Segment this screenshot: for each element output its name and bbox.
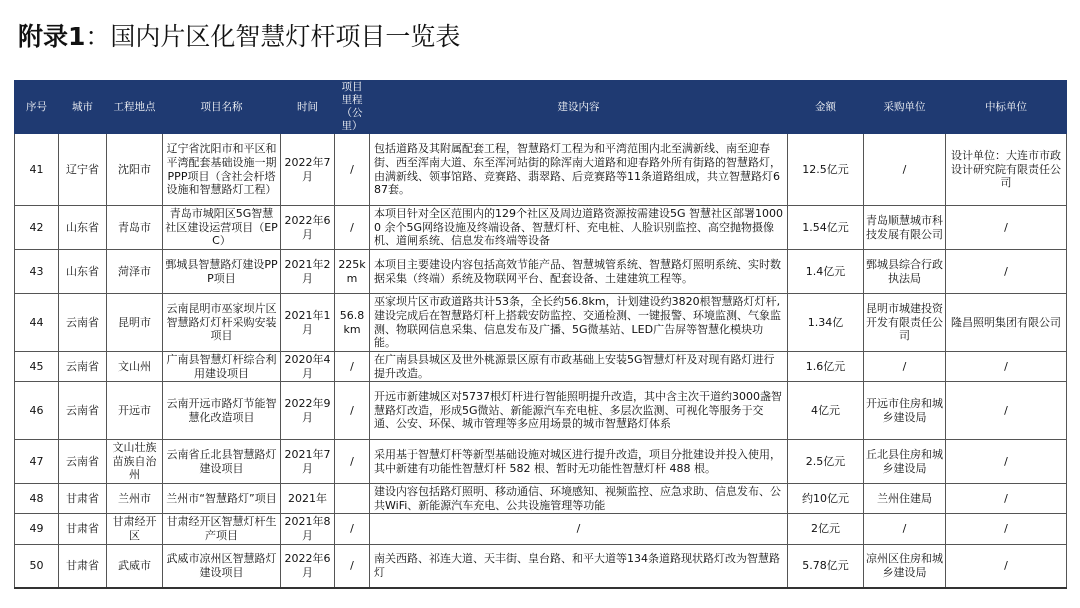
cell-mileage: / xyxy=(335,514,370,544)
cell-content: 本项目针对全区范围内的129个社区及周边道路资源按需建设5G 智慧社区部署10000 余个5G网络设施及终端设备、智慧灯杆、充电桩、人脸识别监控、高空抛物摄像机、道闸系统、信息发布终端等设备 xyxy=(370,206,788,250)
cell-buyer: 鄄城县综合行政执法局 xyxy=(864,250,946,294)
cell-no: 46 xyxy=(15,382,59,440)
cell-no: 43 xyxy=(15,250,59,294)
cell-amount: 约10亿元 xyxy=(788,484,864,514)
header-place: 工程地点 xyxy=(107,81,163,134)
cell-name: 青岛市城阳区5G智慧社区建设运营项目（EPC） xyxy=(163,206,281,250)
cell-content: 开远市新建城区对5737根灯杆进行智能照明提升改造，其中含主次干道约3000盏智慧路灯改造，形成5G微站、新能源汽车充电桩、多层次监测、可视化等服务于交通、公安、环保、城市管理等多应用场景的城市智慧路灯体系 xyxy=(370,382,788,440)
cell-mileage: / xyxy=(335,134,370,206)
cell-place: 菏泽市 xyxy=(107,250,163,294)
cell-winner: / xyxy=(946,514,1067,544)
table-row xyxy=(15,250,1067,294)
cell-place: 青岛市 xyxy=(107,206,163,250)
cell-amount: 1.34亿 xyxy=(788,294,864,352)
cell-amount: 1.6亿元 xyxy=(788,352,864,382)
page-title xyxy=(18,20,460,54)
header-content: 建设内容 xyxy=(370,81,788,134)
cell-amount: 1.54亿元 xyxy=(788,206,864,250)
title-text: ：国内片区化智慧灯杆项目一览表 xyxy=(85,22,461,51)
cell-mileage: 225km xyxy=(335,250,370,294)
cell-mileage xyxy=(335,484,370,514)
header-no: 序号 xyxy=(15,81,59,134)
cell-time: 2021年1月 xyxy=(281,294,335,352)
cell-mileage: / xyxy=(335,440,370,484)
table-row xyxy=(15,440,1067,484)
cell-no: 47 xyxy=(15,440,59,484)
cell-name: 甘肃经开区智慧灯杆生产项目 xyxy=(163,514,281,544)
cell-buyer: / xyxy=(864,134,946,206)
cell-winner: / xyxy=(946,382,1067,440)
cell-name: 兰州市“智慧路灯”项目 xyxy=(163,484,281,514)
cell-no: 44 xyxy=(15,294,59,352)
cell-mileage: 56.8km xyxy=(335,294,370,352)
cell-winner: / xyxy=(946,206,1067,250)
cell-buyer: 青岛顺慧城市科技发展有限公司 xyxy=(864,206,946,250)
cell-winner: 设计单位：大连市市政设计研究院有限责任公司 xyxy=(946,134,1067,206)
cell-no: 50 xyxy=(15,544,59,588)
cell-place: 兰州市 xyxy=(107,484,163,514)
cell-place: 甘肃经开区 xyxy=(107,514,163,544)
cell-time: 2021年 xyxy=(281,484,335,514)
header-mileage: 项目里程（公里） xyxy=(335,81,370,134)
cell-no: 48 xyxy=(15,484,59,514)
table-row xyxy=(15,544,1067,588)
table-row xyxy=(15,294,1067,352)
cell-buyer: / xyxy=(864,514,946,544)
table-row xyxy=(15,206,1067,250)
cell-winner: / xyxy=(946,250,1067,294)
cell-name: 鄄城县智慧路灯建设PPP项目 xyxy=(163,250,281,294)
cell-city: 山东省 xyxy=(59,206,107,250)
header-buyer: 采购单位 xyxy=(864,81,946,134)
cell-city: 云南省 xyxy=(59,352,107,382)
table-header-row xyxy=(15,81,1067,134)
cell-place: 沈阳市 xyxy=(107,134,163,206)
cell-time: 2021年7月 xyxy=(281,440,335,484)
cell-name: 云南开远市路灯节能智慧化改造项目 xyxy=(163,382,281,440)
cell-time: 2020年4月 xyxy=(281,352,335,382)
cell-amount: 1.4亿元 xyxy=(788,250,864,294)
cell-amount: 5.78亿元 xyxy=(788,544,864,588)
cell-amount: 12.5亿元 xyxy=(788,134,864,206)
cell-content: 南关西路、祁连大道、天丰街、皇台路、和平大道等134条道路现状路灯改为智慧路灯 xyxy=(370,544,788,588)
cell-content: 建设内容包括路灯照明、移动通信、环境感知、视频监控、应急求助、信息发布、公共WiFi、新能源汽车充电、公共设施管理等功能 xyxy=(370,484,788,514)
table-row xyxy=(15,352,1067,382)
cell-no: 45 xyxy=(15,352,59,382)
cell-name: 辽宁省沈阳市和平区和平湾配套基础设施一期PPP项目（含社会杆塔设施和智慧路灯工程） xyxy=(163,134,281,206)
cell-no: 41 xyxy=(15,134,59,206)
cell-time: 2021年2月 xyxy=(281,250,335,294)
cell-winner: / xyxy=(946,352,1067,382)
header-time: 时间 xyxy=(281,81,335,134)
cell-time: 2022年7月 xyxy=(281,134,335,206)
cell-no: 49 xyxy=(15,514,59,544)
cell-city: 甘肃省 xyxy=(59,484,107,514)
cell-content: 巫家坝片区市政道路共计53条，全长约56.8km，计划建设约3820根智慧路灯灯杆,建设完成后在智慧路灯杆上搭载安防监控、交通检测、一键报警、环境监测、气象监测、物联网信息采集、信息发布及广播、5G微基站、LED广告屏等智慧化模块功能。 xyxy=(370,294,788,352)
cell-place: 武威市 xyxy=(107,544,163,588)
cell-buyer: 丘北县住房和城乡建设局 xyxy=(864,440,946,484)
table-row xyxy=(15,134,1067,206)
cell-mileage: / xyxy=(335,352,370,382)
header-city: 城市 xyxy=(59,81,107,134)
cell-content: 在广南县县城区及世外桃源景区原有市政基础上安装5G智慧灯杆及对现有路灯进行提升改造。 xyxy=(370,352,788,382)
cell-no: 42 xyxy=(15,206,59,250)
cell-city: 云南省 xyxy=(59,294,107,352)
cell-time: 2022年9月 xyxy=(281,382,335,440)
cell-place: 文山州 xyxy=(107,352,163,382)
cell-mileage: / xyxy=(335,206,370,250)
cell-content: 包括道路及其附属配套工程，智慧路灯工程为和平湾范围内北至满新线、南至迎春街、西至浑南大道、东至浑河站街的除浑南大道路和迎春路外所有街路的智慧路灯，由满新线、领事馆路、竞赛路、翡翠路、后竞赛路等11条道路组成，共立智慧路灯687套。 xyxy=(370,134,788,206)
cell-buyer: 开远市住房和城乡建设局 xyxy=(864,382,946,440)
cell-name: 云南昆明市巫家坝片区智慧路灯灯杆采购安装项目 xyxy=(163,294,281,352)
cell-mileage: / xyxy=(335,382,370,440)
cell-winner: 隆昌照明集团有限公司 xyxy=(946,294,1067,352)
header-name: 项目名称 xyxy=(163,81,281,134)
project-table xyxy=(14,80,1067,589)
cell-buyer: 昆明市城建投资开发有限责任公司 xyxy=(864,294,946,352)
cell-winner: / xyxy=(946,544,1067,588)
cell-time: 2021年8月 xyxy=(281,514,335,544)
cell-city: 辽宁省 xyxy=(59,134,107,206)
cell-time: 2022年6月 xyxy=(281,206,335,250)
cell-buyer: 凉州区住房和城乡建设局 xyxy=(864,544,946,588)
cell-amount: 2亿元 xyxy=(788,514,864,544)
cell-city: 甘肃省 xyxy=(59,514,107,544)
cell-content: / xyxy=(370,514,788,544)
cell-winner: / xyxy=(946,440,1067,484)
title-prefix: 附录1 xyxy=(18,22,86,51)
header-amount: 金额 xyxy=(788,81,864,134)
table-row xyxy=(15,514,1067,544)
cell-content: 采用基于智慧灯杆等新型基础设施对城区进行提升改造，项目分批建设并投入使用，其中新建有功能性智慧灯杆 582 根、暂时无功能性智慧灯杆 488 根。 xyxy=(370,440,788,484)
cell-name: 云南省丘北县智慧路灯建设项目 xyxy=(163,440,281,484)
cell-amount: 4亿元 xyxy=(788,382,864,440)
cell-city: 山东省 xyxy=(59,250,107,294)
cell-place: 昆明市 xyxy=(107,294,163,352)
cell-buyer: 兰州住建局 xyxy=(864,484,946,514)
table-row xyxy=(15,382,1067,440)
cell-city: 云南省 xyxy=(59,440,107,484)
header-winner: 中标单位 xyxy=(946,81,1067,134)
table-row xyxy=(15,484,1067,514)
cell-amount: 2.5亿元 xyxy=(788,440,864,484)
cell-place: 开远市 xyxy=(107,382,163,440)
cell-place: 文山壮族苗族自治州 xyxy=(107,440,163,484)
cell-name: 广南县智慧灯杆综合利用建设项目 xyxy=(163,352,281,382)
cell-mileage: / xyxy=(335,544,370,588)
cell-time: 2022年6月 xyxy=(281,544,335,588)
cell-name: 武威市凉州区智慧路灯建设项目 xyxy=(163,544,281,588)
cell-content: 本项目主要建设内容包括高效节能产品、智慧城管系统、智慧路灯照明系统、实时数据采集（终端）系统及物联网平台、配套设备、土建建筑工程等。 xyxy=(370,250,788,294)
cell-winner: / xyxy=(946,484,1067,514)
cell-city: 云南省 xyxy=(59,382,107,440)
cell-buyer: / xyxy=(864,352,946,382)
cell-city: 甘肃省 xyxy=(59,544,107,588)
